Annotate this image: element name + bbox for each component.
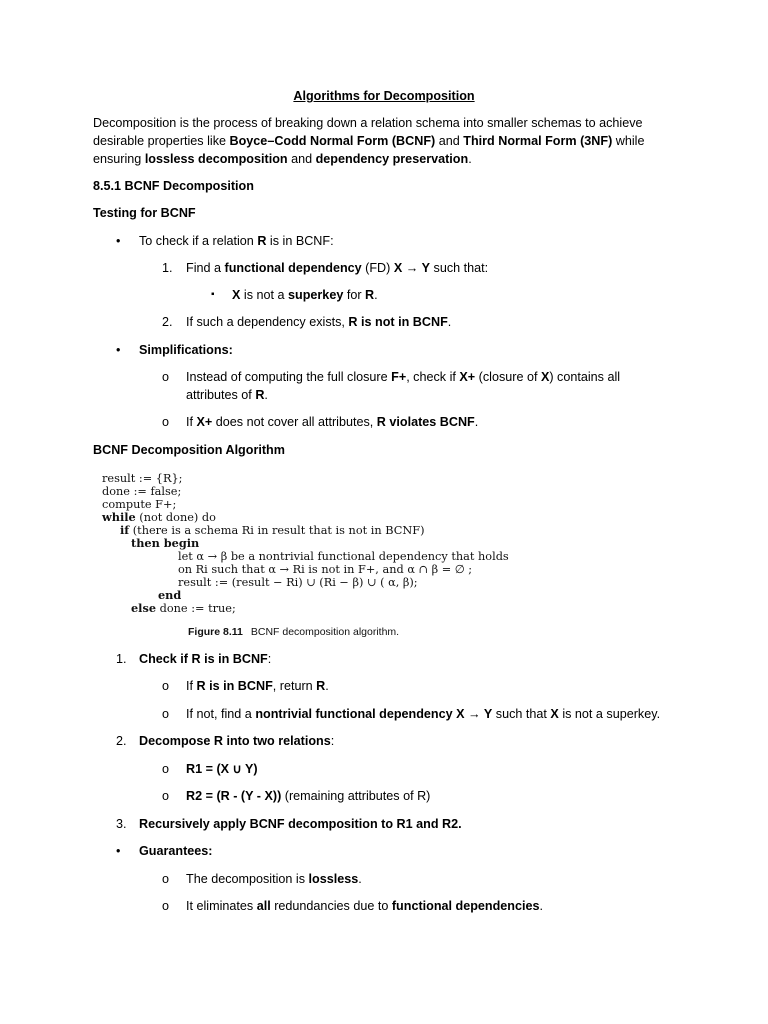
- bullet-marker: •: [116, 234, 121, 248]
- step-number: 1.: [116, 652, 127, 666]
- figure-line: if (there is a schema Ri in result that is not in BCNF): [120, 523, 425, 537]
- algorithm-figure: [100, 470, 520, 642]
- guarantee-2: It eliminates all redundancies due to functional dependencies.: [186, 899, 544, 913]
- step-number: 2.: [116, 734, 127, 748]
- figure-line: done := false;: [102, 485, 182, 498]
- circle-marker: o: [162, 899, 170, 913]
- circle-marker: o: [162, 415, 170, 429]
- bullet-marker: •: [116, 343, 121, 357]
- figure-line: on Ri such that α → Ri is not in F+, and α ∩ β = ∅ ;: [178, 563, 473, 576]
- testing-bullet-1: To check if a relation R is in BCNF:: [139, 234, 334, 248]
- figure-line: else done := true;: [131, 601, 236, 615]
- bullet-marker: •: [116, 844, 121, 858]
- algorithm-step-1b: If not, find a nontrivial functional dependency X → Y such that X is not a superkey.: [186, 707, 661, 721]
- testing-step-2: If such a dependency exists, R is not in BCNF.: [186, 315, 452, 329]
- step-number: 2.: [162, 315, 173, 329]
- algorithm-step-2a: R1 = (X ∪ Y): [186, 762, 258, 776]
- circle-marker: o: [162, 707, 170, 721]
- intro-line-1: Decomposition is the process of breaking down a relation schema into smaller schemas to achieve: [93, 116, 643, 130]
- section-heading: 8.5.1 BCNF Decomposition: [93, 179, 254, 193]
- figure-line: then begin: [131, 536, 200, 550]
- simplification-1-line-2: attributes of R.: [186, 388, 268, 402]
- step-number: 1.: [162, 261, 173, 275]
- page-title: Algorithms for Decomposition: [293, 89, 475, 103]
- guarantee-1: The decomposition is lossless.: [186, 872, 362, 886]
- figure-line: result := {R};: [102, 472, 183, 485]
- intro-line-3: ensuring lossless decomposition and dependency preservation.: [93, 152, 472, 166]
- circle-marker: o: [162, 679, 170, 693]
- figure-line: result := (result − Ri) ∪ (Ri − β) ∪ ( α, β);: [178, 576, 418, 589]
- square-marker: ▪: [211, 289, 215, 300]
- simplification-2: If X+ does not cover all attributes, R violates BCNF.: [186, 415, 479, 429]
- testing-step-1: Find a functional dependency (FD) X → Y such that:: [186, 261, 489, 275]
- testing-sub-1: X is not a superkey for R.: [232, 288, 378, 302]
- circle-marker: o: [162, 789, 170, 803]
- figure-line: end: [158, 588, 182, 602]
- circle-marker: o: [162, 762, 170, 776]
- algorithm-step-2b: R2 = (R - (Y - X)) (remaining attributes of R): [186, 789, 431, 803]
- figure-line: compute F+;: [102, 498, 177, 511]
- figure-line: let α → β be a nontrivial functional dependency that holds: [178, 550, 509, 563]
- intro-line-2: desirable properties like Boyce–Codd Normal Form (BCNF) and Third Normal Form (3NF) while: [93, 134, 645, 148]
- algorithm-step-3: Recursively apply BCNF decomposition to R1 and R2.: [139, 817, 462, 831]
- circle-marker: o: [162, 370, 170, 384]
- guarantees-heading: Guarantees:: [139, 844, 213, 858]
- figure-line: while (not done) do: [102, 510, 216, 524]
- circle-marker: o: [162, 872, 170, 886]
- algorithm-step-1: Check if R is in BCNF:: [139, 652, 272, 666]
- algorithm-step-1a: If R is in BCNF, return R.: [186, 679, 329, 693]
- algorithm-heading: BCNF Decomposition Algorithm: [93, 443, 285, 457]
- simplification-1-line-1: Instead of computing the full closure F+, check if X+ (closure of X) contains all: [186, 370, 621, 384]
- step-number: 3.: [116, 817, 127, 831]
- testing-heading: Testing for BCNF: [93, 206, 196, 220]
- simplifications-heading: Simplifications:: [139, 343, 233, 357]
- figure-caption: Figure 8.11 BCNF decomposition algorithm.: [188, 626, 400, 638]
- algorithm-step-2: Decompose R into two relations:: [139, 734, 335, 748]
